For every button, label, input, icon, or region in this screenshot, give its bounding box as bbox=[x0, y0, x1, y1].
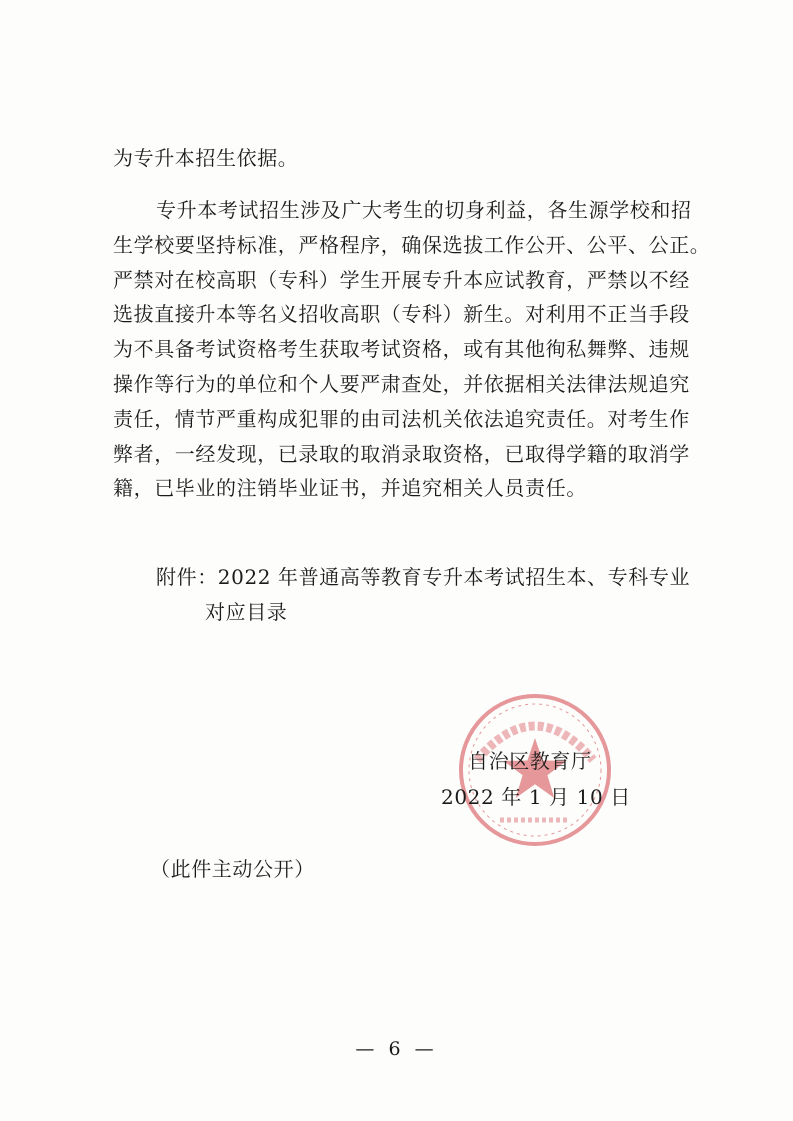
issuing-authority: 自治区教育厅 bbox=[468, 749, 592, 773]
paragraph-2-line-7: 责任，情节严重构成犯罪的由司法机关依法追究责任。对考生作 bbox=[113, 407, 690, 431]
paragraph-2-line-4: 选拔直接升本等名义招收高职（专科）新生。对利用不正当手段 bbox=[113, 302, 690, 326]
paragraph-2-line-3: 严禁对在校高职（专科）学生开展专升本应试教育，严禁以不经 bbox=[113, 268, 690, 292]
paragraph-2-line-1: 专升本考试招生涉及广大考生的切身利益，各生源学校和招 bbox=[156, 198, 692, 222]
attachment-line-2: 对应目录 bbox=[205, 600, 288, 624]
paragraph-2-line-5: 为不具备考试资格考生获取考试资格，或有其他徇私舞弊、违规 bbox=[113, 337, 690, 361]
page-number: — 6 — bbox=[355, 1038, 438, 1060]
paragraph-2-line-8: 弊者，一经发现，已录取的取消录取资格，已取得学籍的取消学 bbox=[113, 442, 690, 466]
paragraph-2-line-2: 生学校要坚持标准，严格程序，确保选拔工作公开、公平、公正。 bbox=[113, 233, 711, 257]
paragraph-2-line-6: 操作等行为的单位和个人要严肃查处，并依据相关法律法规追究 bbox=[113, 372, 690, 396]
issue-date: 2022 年 1 月 10 日 bbox=[441, 785, 631, 809]
paragraph-1-line-1: 为专升本招生依据。 bbox=[113, 146, 299, 170]
paragraph-2-line-9: 籍，已毕业的注销毕业证书，并追究相关人员责任。 bbox=[113, 476, 587, 500]
attachment-line-1: 附件：2022 年普通高等教育专升本考试招生本、专科专业 bbox=[156, 565, 691, 589]
disclosure-note: （此件主动公开） bbox=[150, 857, 315, 881]
